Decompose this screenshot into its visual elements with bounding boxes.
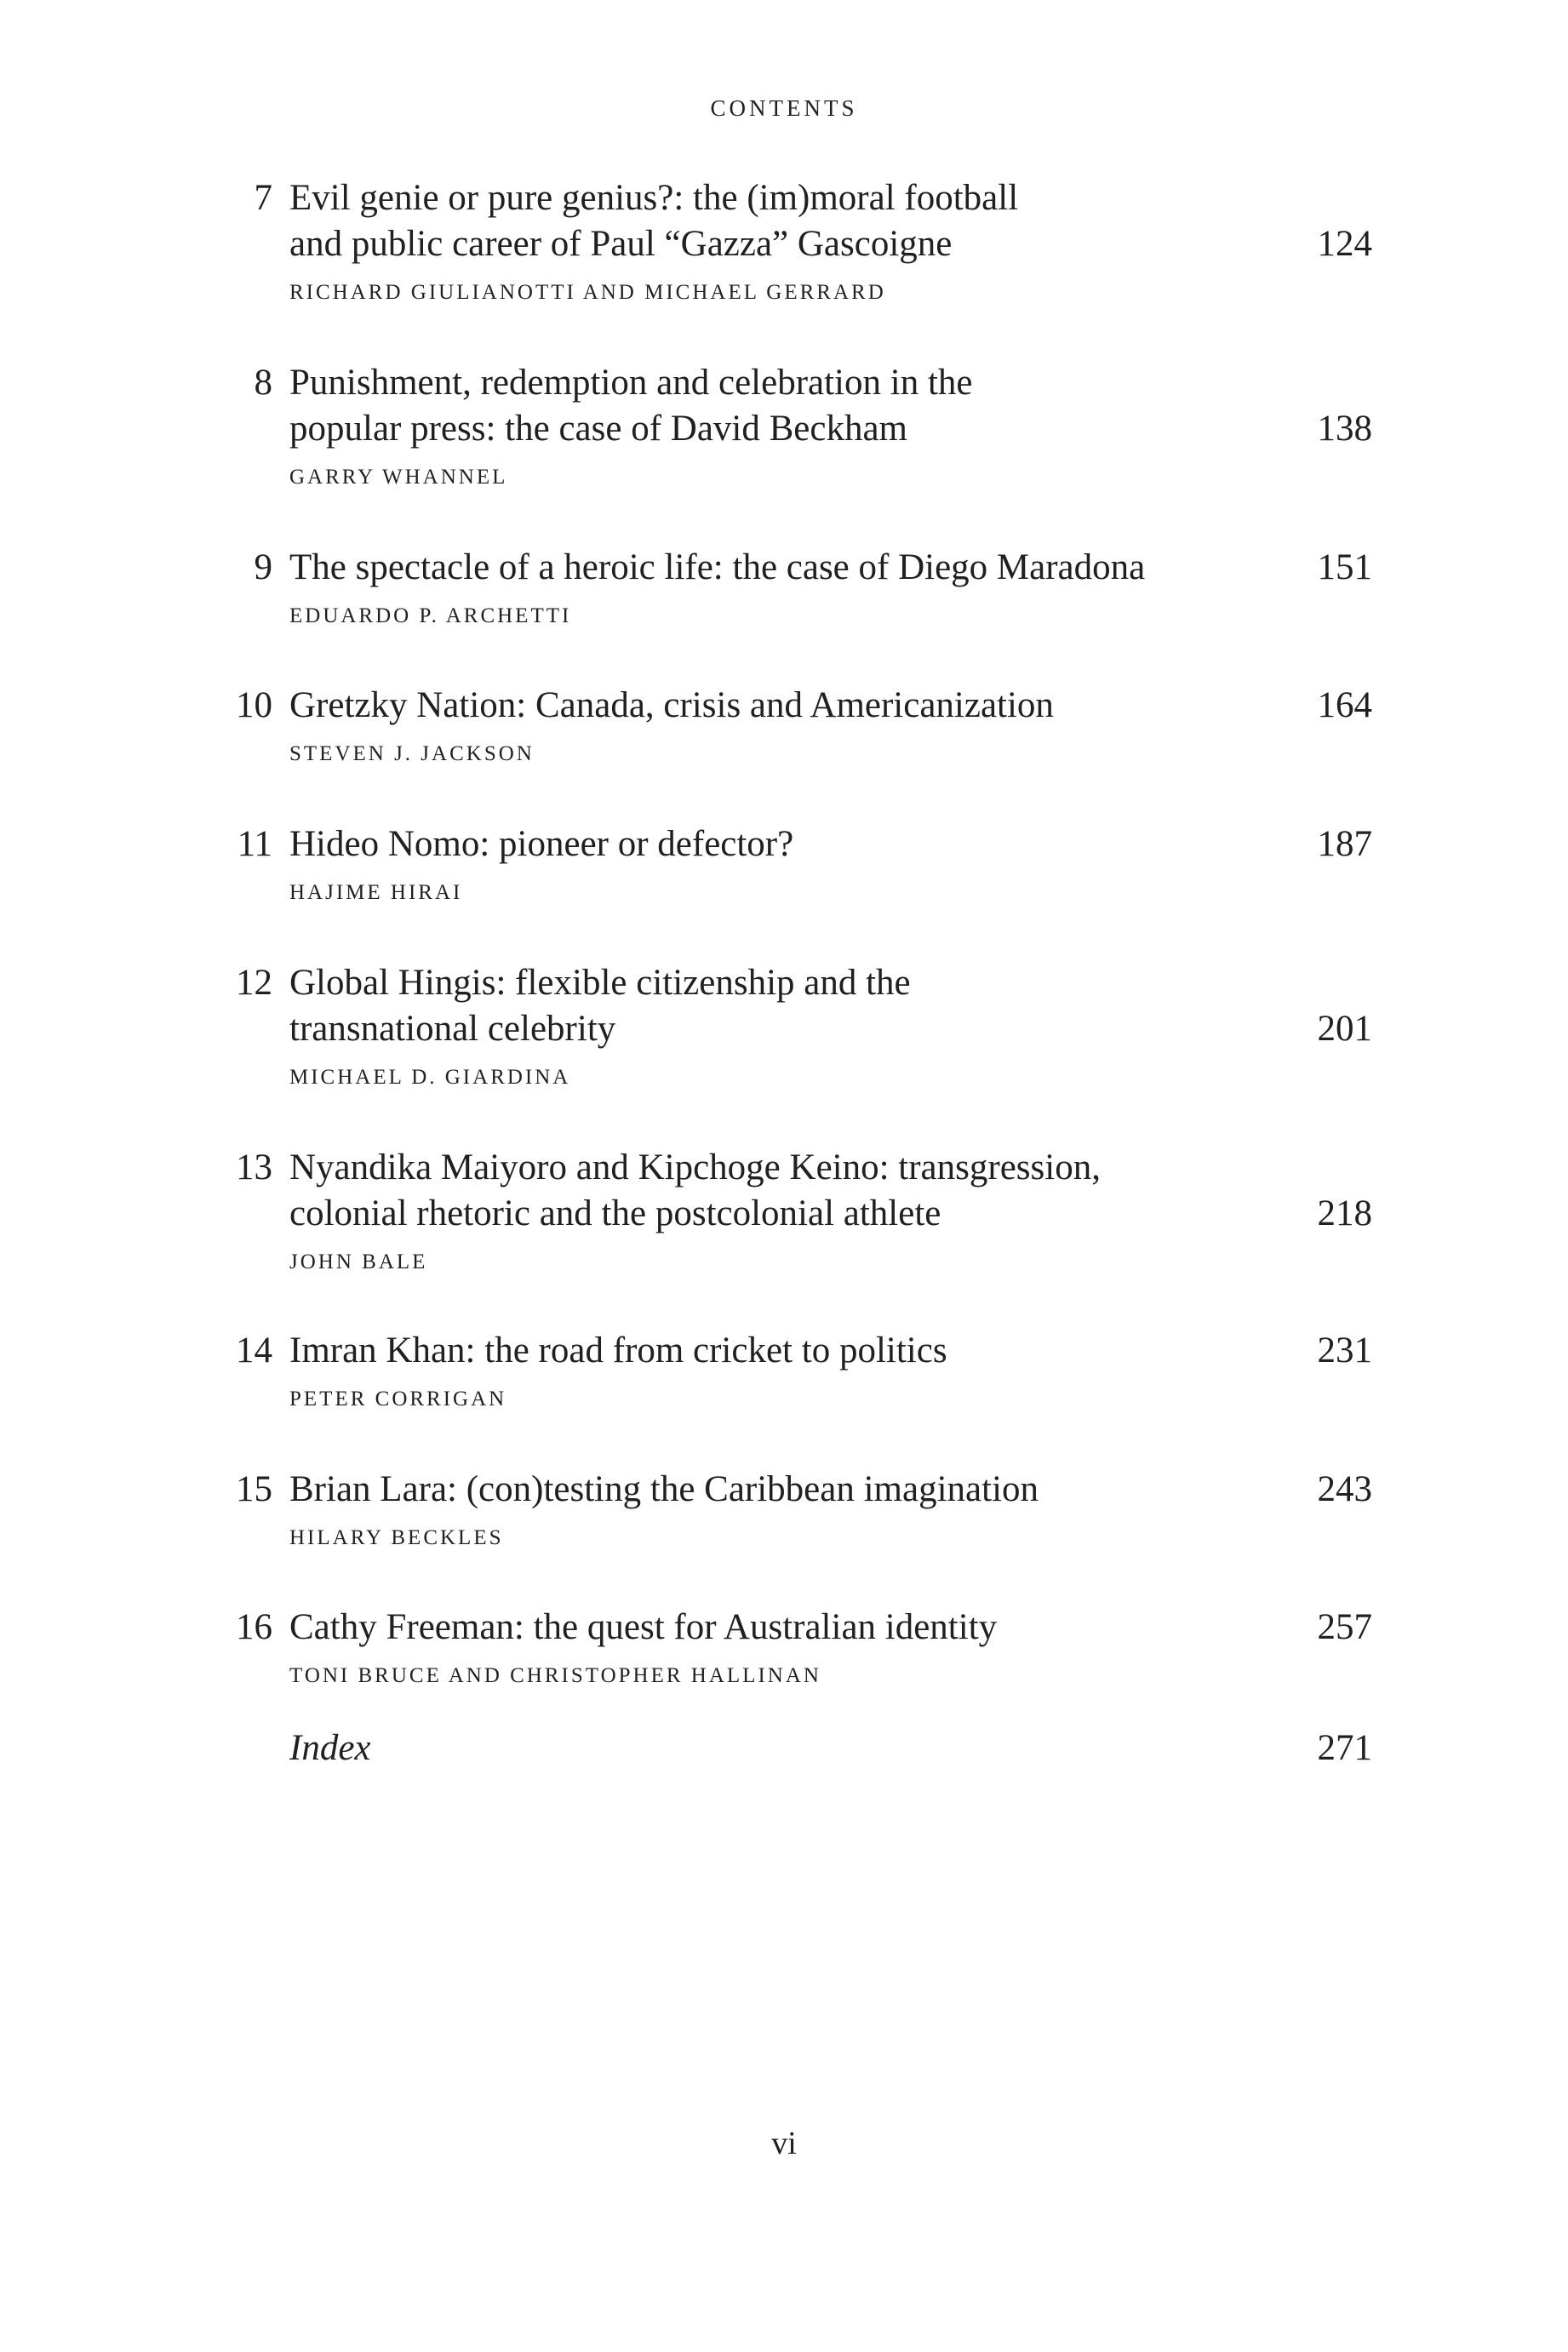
page-number: 201: [1317, 1009, 1372, 1049]
chapter-title-line: transnational celebrity: [289, 1009, 616, 1049]
chapter-number: 16: [236, 1607, 272, 1647]
chapter-author: EDUARDO P. ARCHETTI: [289, 604, 572, 627]
chapter-number: 14: [236, 1331, 272, 1371]
chapter-title-line: colonial rhetoric and the postcolonial athlete: [289, 1193, 941, 1233]
page-number: 187: [1317, 824, 1372, 864]
chapter-author: JOHN BALE: [289, 1250, 428, 1273]
chapter-number: 13: [236, 1147, 272, 1187]
chapter-title-line: Gretzky Nation: Canada, crisis and Americanization: [289, 685, 1054, 725]
chapter-author: STEVEN J. JACKSON: [289, 742, 535, 765]
page-number: 151: [1317, 547, 1372, 587]
chapter-author: MICHAEL D. GIARDINA: [289, 1066, 571, 1089]
chapter-title: [289, 1605, 1268, 1651]
chapter-title-line: Imran Khan: the road from cricket to politics: [289, 1331, 947, 1371]
page-number: 243: [1317, 1469, 1372, 1509]
chapter-title-line: Punishment, redemption and celebration in the: [289, 363, 973, 403]
chapter-title: [289, 545, 1268, 591]
chapter-number: 7: [254, 178, 272, 218]
chapter-title-line: Hideo Nomo: pioneer or defector?: [289, 824, 794, 864]
chapter-number: 8: [254, 363, 272, 403]
chapter-title-line: Brian Lara: (con)testing the Caribbean imagination: [289, 1469, 1039, 1509]
page-number: 257: [1317, 1607, 1372, 1647]
chapter-author: PETER CORRIGAN: [289, 1388, 507, 1411]
chapter-title-line: Nyandika Maiyoro and Kipchoge Keino: transgression,: [289, 1147, 1101, 1187]
index-title: Index: [289, 1728, 371, 1768]
chapter-title: [289, 1328, 1268, 1374]
page-number: 218: [1317, 1193, 1372, 1233]
chapter-number: 15: [236, 1469, 272, 1509]
page-number: 138: [1317, 409, 1372, 449]
chapter-author: TONI BRUCE AND CHRISTOPHER HALLINAN: [289, 1664, 821, 1687]
chapter-title: [289, 1145, 1268, 1237]
page-number: 271: [1317, 1728, 1372, 1768]
chapter-title-line: Evil genie or pure genius?: the (im)moral football: [289, 178, 1019, 218]
chapter-author: HAJIME HIRAI: [289, 881, 463, 904]
chapter-title-line: Global Hingis: flexible citizenship and the: [289, 963, 911, 1003]
chapter-number: 12: [236, 963, 272, 1003]
chapter-number: 9: [254, 547, 272, 587]
chapter-title: [289, 683, 1268, 729]
chapter-title: [289, 175, 1268, 267]
page-number: 124: [1317, 224, 1372, 264]
chapter-author: GARRY WHANNEL: [289, 466, 508, 489]
chapter-title-line: and public career of Paul “Gazza” Gascoigne: [289, 224, 953, 264]
running-head: CONTENTS: [710, 95, 858, 121]
chapter-title-line: popular press: the case of David Beckham: [289, 409, 907, 449]
chapter-title-line: The spectacle of a heroic life: the case of Diego Maradona: [289, 547, 1146, 587]
chapter-title: [289, 960, 1268, 1052]
chapter-number: 11: [237, 824, 272, 864]
chapter-title: [289, 821, 1268, 867]
page-number: 164: [1317, 685, 1372, 725]
page-number: 231: [1317, 1331, 1372, 1371]
chapter-title: [289, 360, 1268, 452]
chapter-author: HILARY BECKLES: [289, 1526, 504, 1549]
chapter-title: [289, 1467, 1268, 1513]
chapter-author: RICHARD GIULIANOTTI AND MICHAEL GERRARD: [289, 281, 886, 304]
chapter-title-line: Cathy Freeman: the quest for Australian identity: [289, 1607, 998, 1647]
chapter-number: 10: [236, 685, 272, 725]
page-folio: vi: [771, 2126, 797, 2161]
